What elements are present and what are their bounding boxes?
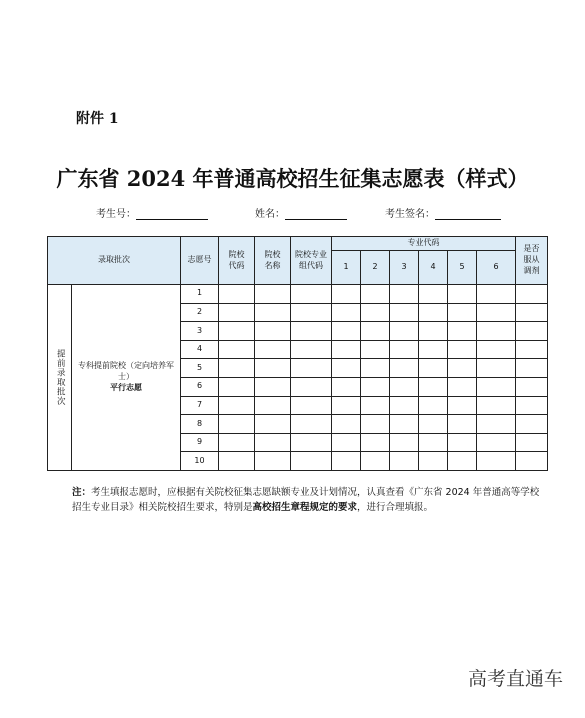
wish-number: 8 bbox=[181, 415, 219, 434]
batch-category-cell: 提前录取批次 bbox=[48, 285, 72, 471]
table-row bbox=[48, 285, 548, 304]
batch-name-cell bbox=[72, 285, 181, 471]
signature-field bbox=[385, 205, 501, 220]
name-blank[interactable] bbox=[285, 209, 347, 220]
header-batch: 录取批次 bbox=[48, 237, 181, 285]
header-major-3: 3 bbox=[390, 251, 419, 285]
header-school-code: 院校代码 bbox=[219, 237, 255, 285]
exam-number-blank[interactable] bbox=[136, 209, 208, 220]
signature-blank[interactable] bbox=[435, 209, 501, 220]
wish-number: 1 bbox=[181, 285, 219, 304]
wish-number: 7 bbox=[181, 396, 219, 415]
signature-label: 考生签名： bbox=[385, 209, 435, 220]
header-school-name: 院校名称 bbox=[255, 237, 291, 285]
attachment-label: 附件 1 bbox=[76, 111, 119, 127]
header-major-2: 2 bbox=[361, 251, 390, 285]
header-major-4: 4 bbox=[419, 251, 448, 285]
note-text-before: 考生填报志愿时，应根据有关院校征集志愿缺额专业及计划情况，认真查看《广东省 2024 年普通高等学校招生专业目录》相关院校招生要求，特别是 bbox=[72, 487, 540, 513]
header-major-5: 5 bbox=[448, 251, 477, 285]
wish-number: 9 bbox=[181, 433, 219, 452]
note-text-after: ，进行合理填报。 bbox=[357, 501, 434, 513]
wish-number: 5 bbox=[181, 359, 219, 378]
wish-number: 6 bbox=[181, 377, 219, 396]
wish-number: 10 bbox=[181, 452, 219, 471]
note-label: 注： bbox=[72, 487, 92, 498]
exam-number-label: 考生号： bbox=[96, 209, 136, 220]
volunteer-form-table bbox=[47, 236, 548, 471]
batch-type: 平行志愿 bbox=[110, 382, 142, 392]
header-wish-no: 志愿号 bbox=[181, 237, 219, 285]
footnote bbox=[72, 486, 548, 515]
header-group-code: 院校专业组代码 bbox=[291, 237, 332, 285]
name-field bbox=[255, 205, 347, 220]
form-title: 广东省 2024 年普通高校招生征集志愿表（样式） bbox=[56, 166, 529, 191]
wish-number: 2 bbox=[181, 303, 219, 322]
watermark-brand: 高考直通车 bbox=[467, 668, 563, 690]
header-obey: 是否服从调剂 bbox=[516, 237, 548, 285]
header-major-6: 6 bbox=[477, 251, 516, 285]
header-major-1: 1 bbox=[332, 251, 361, 285]
note-bold-text: 高校招生章程规定的要求 bbox=[252, 501, 358, 513]
header-major-code: 专业代码 bbox=[332, 237, 516, 251]
exam-number-field bbox=[96, 205, 208, 220]
wish-number: 4 bbox=[181, 340, 219, 359]
name-label: 姓名： bbox=[255, 209, 285, 220]
wish-number: 3 bbox=[181, 322, 219, 341]
batch-name: 专科提前院校（定向培养军士） bbox=[78, 361, 174, 382]
